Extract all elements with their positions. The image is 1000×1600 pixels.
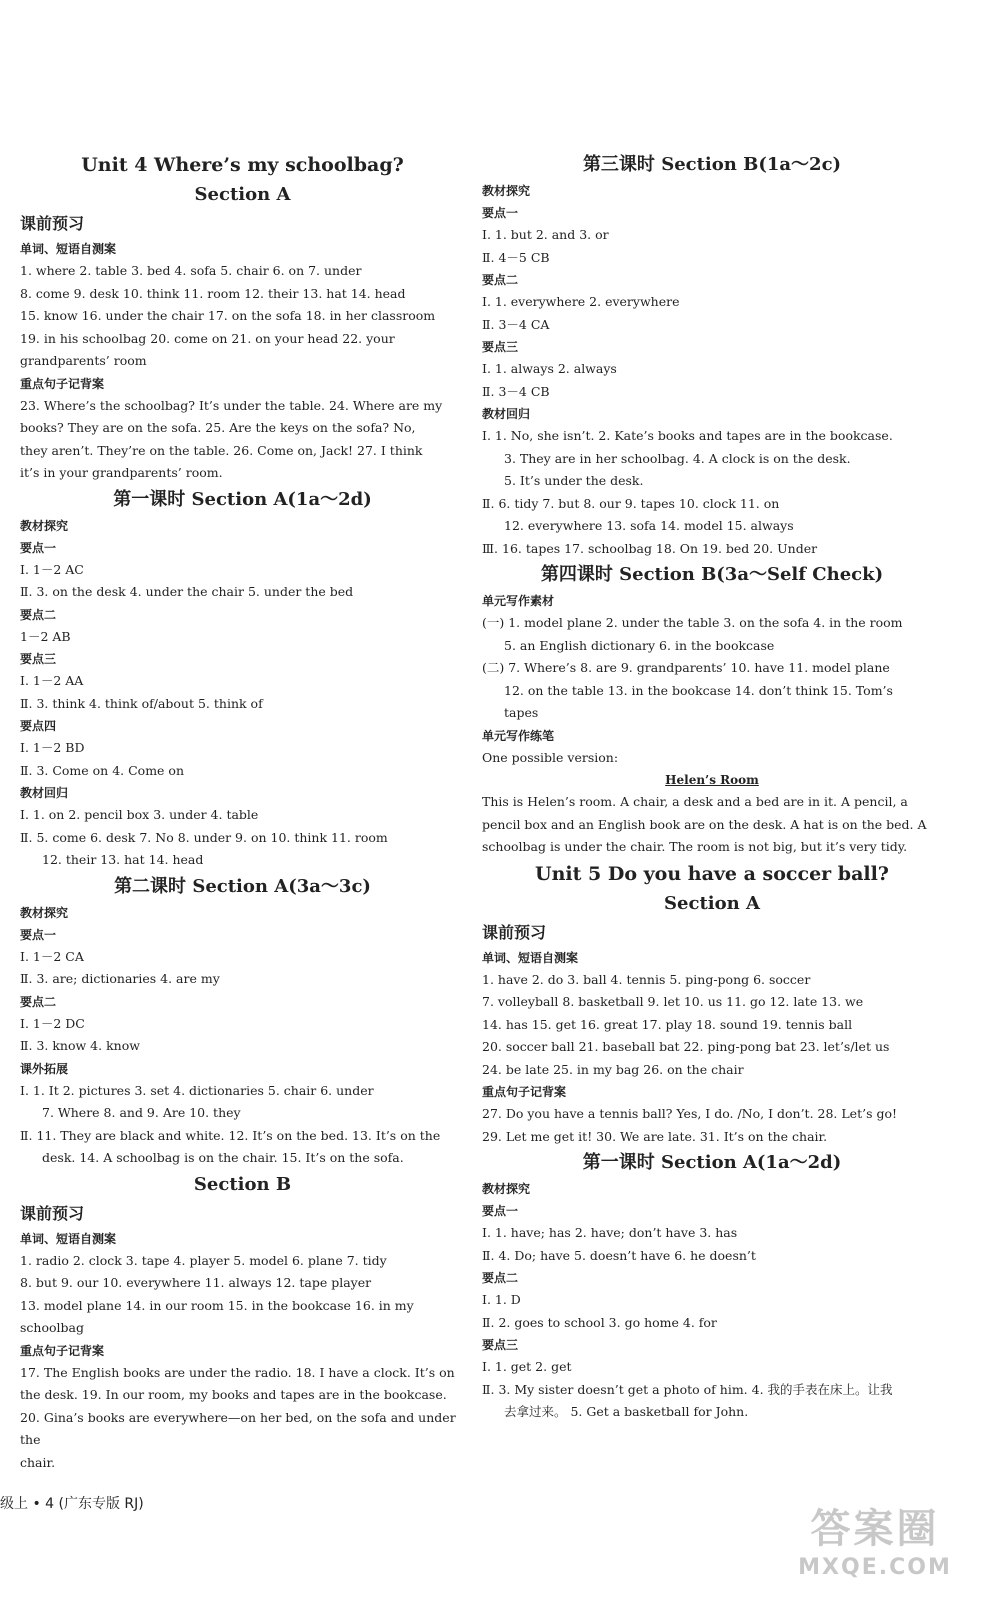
answer-line: Ⅱ. 3. think 4. think of/about 5. think of <box>20 695 263 711</box>
answer-line: chair. <box>20 1454 56 1470</box>
right-column <box>482 150 942 1424</box>
answer-line: 1. radio 2. clock 3. tape 4. player 5. model 6. plane 7. tidy <box>20 1252 387 1268</box>
subsection-label: 要点二 <box>482 273 519 287</box>
answer-line: 1. have 2. do 3. ball 4. tennis 5. ping-pong 6. soccer <box>482 971 811 987</box>
answer-line: 7. Where 8. and 9. Are 10. they <box>42 1105 241 1120</box>
answer-line: Ⅱ. 3－4 CB <box>482 383 550 399</box>
answer-line: Ⅱ. 3. Come on 4. Come on <box>20 762 184 778</box>
section-title: Section A <box>194 184 291 205</box>
subsection-label: 要点一 <box>20 540 57 555</box>
subsection-label: 单词、短语自测案 <box>482 950 579 965</box>
answer-line: it’s in your grandparents’ room. <box>20 465 223 480</box>
answer-line: 1－2 AB <box>20 628 71 644</box>
answer-line: Ⅱ. 2. goes to school 3. go home 4. for <box>482 1314 717 1330</box>
section-title: 第四课时 Section B(3a～Self Check) <box>540 564 884 585</box>
subsection-label: 教材探究 <box>482 184 531 198</box>
answer-line: Ⅱ. 4. Do; have 5. doesn’t have 6. he doesn’t <box>482 1247 756 1263</box>
subsection-label: 单元写作练笔 <box>482 728 555 743</box>
section-title: 第三课时 Section B(1a～2c) <box>582 154 842 175</box>
subsection-label: 教材探究 <box>20 518 69 533</box>
answer-line: 12. on the table 13. in the bookcase 14. don’t think 15. Tom’s <box>504 682 893 698</box>
subsection-label: 要点四 <box>20 719 57 733</box>
answer-line: 8. come 9. desk 10. think 11. room 12. their 13. hat 14. head <box>20 285 406 301</box>
section-title: 第二课时 Section A(3a～3c) <box>114 875 371 897</box>
answer-line: 8. but 9. our 10. everywhere 11. always 12. tape player <box>20 1275 372 1290</box>
subsection-label: 单词、短语自测案 <box>20 1231 117 1246</box>
subsection-label: 要点一 <box>20 927 57 942</box>
subsection-label: 教材回归 <box>482 407 531 421</box>
subsection-label: 课外拓展 <box>20 1061 69 1076</box>
answer-line: 去拿过来。 5. Get a basketball for John. <box>504 1404 749 1419</box>
answer-line: Ⅰ. 1. have; has 2. have; don’t have 3. has <box>482 1225 738 1240</box>
subsection-label: 重点句子记背案 <box>482 1085 567 1099</box>
answer-line: 15. know 16. under the chair 17. on the sofa 18. in her classroom <box>20 308 436 323</box>
answer-line: 13. model plane 14. in our room 15. in the bookcase 16. in my <box>20 1297 414 1313</box>
watermark-text: 答案圈 <box>810 1506 940 1552</box>
answer-line: 12. their 13. hat 14. head <box>42 852 204 867</box>
answer-line: Ⅰ. 1. on 2. pencil box 3. under 4. table <box>20 807 259 822</box>
answer-line: they aren’t. They’re on the table. 26. Come on, Jack! 27. I think <box>20 442 423 458</box>
answer-line: 20. Gina’s books are everywhere—on her bed, on the sofa and under the <box>20 1409 456 1447</box>
section-header: 课前预习 <box>482 922 547 942</box>
answer-line: Ⅰ. 1. but 2. and 3. or <box>482 227 609 242</box>
answer-line: One possible version: <box>482 749 619 765</box>
answer-line: desk. 14. A schoolbag is on the chair. 15. It’s on the sofa. <box>42 1150 404 1165</box>
answer-line: 24. be late 25. in my bag 26. on the chair <box>482 1061 744 1077</box>
answer-line: Ⅰ. 1. everywhere 2. everywhere <box>482 294 680 309</box>
answer-line: Ⅱ. 3. are; dictionaries 4. are my <box>20 971 220 986</box>
subsection-label: 单元写作素材 <box>482 594 555 608</box>
answer-line: Ⅰ. 1－2 AA <box>20 673 84 688</box>
subsection-label: 教材探究 <box>482 1182 531 1196</box>
subsection-label: 要点二 <box>20 994 57 1009</box>
answer-line: Ⅰ. 1－2 DC <box>20 1015 85 1031</box>
answer-line: Ⅱ. 3. know 4. know <box>20 1038 140 1053</box>
answer-line: This is Helen’s room. A chair, a desk and a bed are in it. A pencil, a <box>482 794 908 809</box>
answer-line: 23. Where’s the schoolbag? It’s under the table. 24. Where are my <box>20 397 443 413</box>
subsection-label: 教材回归 <box>20 786 69 800</box>
answer-line: books? They are on the sofa. 25. Are the keys on the sofa? No, <box>20 420 416 435</box>
watermark-logo <box>780 1505 970 1590</box>
answer-line: schoolbag is under the chair. The room is not big, but it’s very tidy. <box>482 839 908 854</box>
answer-line: tapes <box>504 705 539 720</box>
subsection-label: 要点三 <box>482 1338 519 1352</box>
section-header: 课前预习 <box>20 1203 85 1223</box>
answer-line: Ⅰ. 1－2 BD <box>20 740 85 755</box>
answer-line: 29. Let me get it! 30. We are late. 31. It’s on the chair. <box>482 1128 828 1144</box>
answer-line: Ⅱ. 11. They are black and white. 12. It’s on the bed. 13. It’s on the <box>20 1127 441 1143</box>
answer-line: 3. They are in her schoolbag. 4. A clock is on the desk. <box>504 450 851 466</box>
answer-line: (一) 1. model plane 2. under the table 3. on the sofa 4. in the room <box>482 615 903 630</box>
section-title: Section A <box>664 892 760 914</box>
answer-line: 17. The English books are under the radio. 18. I have a clock. It’s on <box>20 1364 455 1380</box>
answer-line: Ⅱ. 4－5 CB <box>482 249 550 265</box>
subsection-label: 单词、短语自测案 <box>20 242 117 256</box>
subsection-label: 要点二 <box>482 1271 519 1285</box>
answer-line: 27. Do you have a tennis ball? Yes, I do. /No, I don’t. 28. Let’s go! <box>482 1106 898 1121</box>
subsection-label: 要点三 <box>20 652 57 666</box>
answer-line: Ⅰ. 1. get 2. get <box>482 1359 572 1374</box>
answer-line: 5. an English dictionary 6. in the bookcase <box>504 637 775 653</box>
answer-line: 12. everywhere 13. sofa 14. model 15. always <box>504 518 794 533</box>
section-title: Unit 4 Where’s my schoolbag? <box>81 154 404 176</box>
answer-line: Ⅱ. 6. tidy 7. but 8. our 9. tapes 10. clock 11. on <box>482 495 780 511</box>
answer-line: Ⅱ. 3. My sister doesn’t get a photo of him. 4. 我的手表在床上。让我 <box>482 1381 893 1397</box>
answer-line: Ⅰ. 1. No, she isn’t. 2. Kate’s books and tapes are in the bookcase. <box>482 428 893 443</box>
subsection-label: 重点句子记背案 <box>20 376 105 391</box>
answer-line: Ⅰ. 1. It 2. pictures 3. set 4. dictionaries 5. chair 6. under <box>20 1082 374 1098</box>
subsection-label: 要点二 <box>20 607 57 622</box>
answer-line: (二) 7. Where’s 8. are 9. grandparents’ 10. have 11. model plane <box>482 660 890 675</box>
subsection-label: 要点一 <box>482 1204 519 1218</box>
subsection-label: 教材探究 <box>20 905 69 920</box>
subsection-label: 要点一 <box>482 206 519 220</box>
subsection-label: 要点三 <box>482 340 519 354</box>
page-footer: 级上 • 4 (广东专版 RJ) <box>0 1496 144 1512</box>
answer-line: Ⅰ. 1－2 CA <box>20 948 84 964</box>
answer-line: 7. volleyball 8. basketball 9. let 10. us 11. go 12. late 13. we <box>482 994 864 1009</box>
answer-line: Ⅲ. 16. tapes 17. schoolbag 18. On 19. bed 20. Under <box>482 540 818 556</box>
left-column <box>20 150 465 1474</box>
answer-line: 14. has 15. get 16. great 17. play 18. sound 19. tennis ball <box>482 1016 853 1032</box>
answer-line: Ⅱ. 5. come 6. desk 7. No 8. under 9. on 10. think 11. room <box>20 829 388 845</box>
answer-line: Ⅰ. 1. always 2. always <box>482 361 617 376</box>
answer-line: Ⅰ. 1. D <box>482 1292 521 1307</box>
answer-line: pencil box and an English book are on the desk. A hat is on the bed. A <box>482 816 927 832</box>
section-title: Unit 5 Do you have a soccer ball? <box>535 862 889 885</box>
watermark-url: MXQE.COM <box>798 1555 952 1580</box>
answer-line: Ⅰ. 1－2 AC <box>20 561 84 577</box>
answer-line: Ⅱ. 3－4 CA <box>482 316 550 332</box>
answer-line: grandparents’ room <box>20 353 147 368</box>
essay-title: Helen’s Room <box>665 773 759 787</box>
answer-line: 5. It’s under the desk. <box>504 473 644 488</box>
answer-line: Ⅱ. 3. on the desk 4. under the chair 5. under the bed <box>20 584 354 599</box>
answer-line: 19. in his schoolbag 20. come on 21. on your head 22. your <box>20 330 395 346</box>
section-title: 第一课时 Section A(1a～2d) <box>113 488 372 510</box>
subsection-label: 重点句子记背案 <box>20 1343 105 1358</box>
section-header: 课前预习 <box>20 214 85 233</box>
answer-line: schoolbag <box>20 1320 84 1335</box>
section-title: 第一课时 Section A(1a～2d) <box>582 1152 842 1173</box>
answer-line: 1. where 2. table 3. bed 4. sofa 5. chair 6. on 7. under <box>20 263 362 278</box>
answer-line: 20. soccer ball 21. baseball bat 22. ping-pong bat 23. let’s/let us <box>482 1039 890 1054</box>
section-title: Section B <box>193 1173 292 1195</box>
answer-line: the desk. 19. In our room, my books and tapes are in the bookcase. <box>20 1387 447 1402</box>
